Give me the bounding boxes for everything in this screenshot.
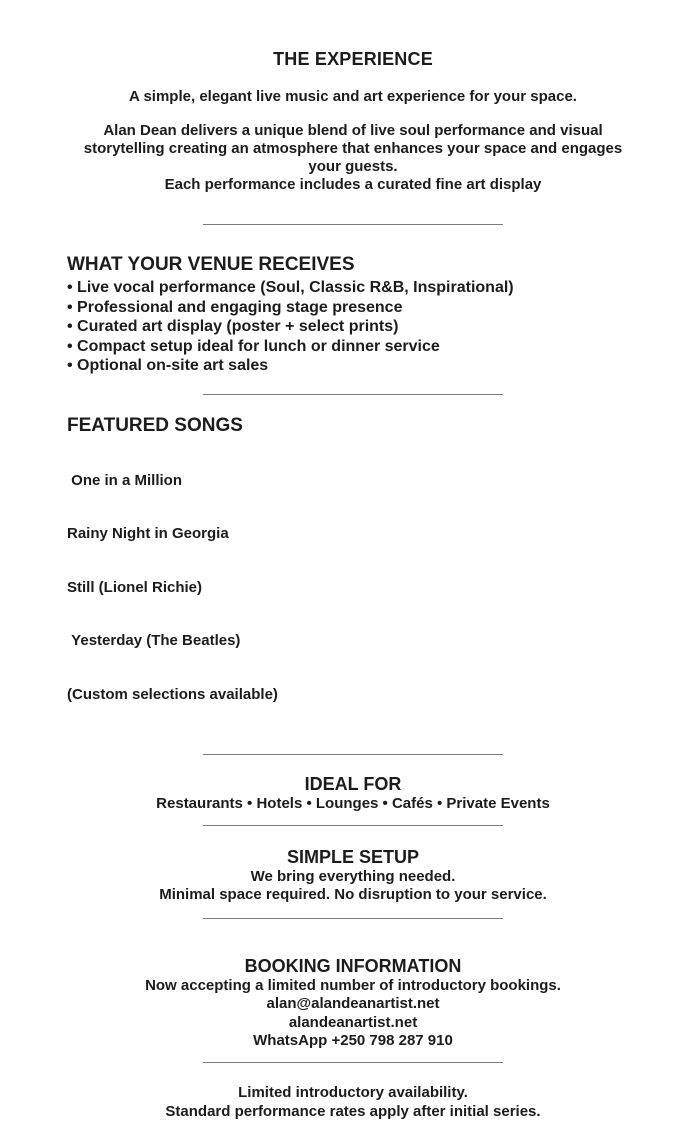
booking-title: BOOKING INFORMATION [244, 956, 462, 977]
description-line: storytelling creating an atmosphere that enhances your space and engages [83, 140, 623, 157]
section-divider [203, 394, 503, 395]
list-item: • Optional on-site art sales [67, 357, 269, 374]
section-experience [67, 47, 639, 194]
section-venue-receives [67, 253, 639, 376]
section-divider [203, 825, 503, 826]
footer-line: Limited introductory availability. [238, 1084, 468, 1102]
section-divider [203, 224, 503, 225]
list-item: Still (Lionel Richie) [67, 578, 203, 596]
list-item: One in a Million [67, 472, 183, 490]
booking-intro: Now accepting a limited number of introductory bookings. [145, 977, 561, 995]
section-ideal-for [67, 773, 639, 813]
list-item: (Custom selections available) [67, 685, 278, 703]
section-divider [203, 918, 503, 919]
venue-receives-list [67, 278, 639, 376]
list-item: • Compact setup ideal for lunch or dinner service [67, 337, 440, 355]
section-simple-setup [67, 846, 639, 904]
simple-setup-line: We bring everything needed. [250, 868, 456, 886]
description-line: Alan Dean delivers a unique blend of live soul performance and visual [103, 122, 603, 139]
list-item: Rainy Night in Georgia [67, 525, 229, 543]
footer-line: Standard performance rates apply after initial series. [165, 1102, 541, 1120]
booking-email: alan@alandeanartist.net [266, 995, 440, 1013]
section-divider [203, 754, 503, 755]
list-item: • Professional and engaging stage presence [67, 298, 403, 316]
booking-website: alandeanartist.net [288, 1013, 418, 1031]
featured-songs-list [67, 437, 639, 740]
description-line: your guests. [308, 158, 398, 175]
ideal-for-title: IDEAL FOR [304, 774, 402, 795]
section-divider [203, 1062, 503, 1063]
simple-setup-title: SIMPLE SETUP [286, 847, 420, 868]
footer-note [67, 1084, 639, 1121]
description-line: Each performance includes a curated fine art display [164, 176, 542, 193]
featured-songs-title: FEATURED SONGS [67, 414, 243, 436]
section-booking-information [67, 955, 639, 1050]
list-item: • Curated art display (poster + select prints) [67, 318, 399, 335]
simple-setup-line: Minimal space required. No disruption to your service. [159, 886, 547, 904]
list-item: Yesterday (The Beatles) [67, 632, 241, 650]
experience-tagline: A simple, elegant live music and art experience for your space. [129, 88, 577, 105]
list-item: • Live vocal performance (Soul, Classic R&B, Inspirational) [67, 279, 514, 296]
venue-receives-title: WHAT YOUR VENUE RECEIVES [67, 254, 355, 275]
experience-description [67, 122, 639, 194]
booking-whatsapp: WhatsApp +250 798 287 910 [253, 1031, 453, 1049]
section-featured-songs [67, 414, 639, 740]
ideal-for-venues: Restaurants • Hotels • Lounges • Cafés • Private Events [156, 795, 550, 813]
experience-title: THE EXPERIENCE [273, 49, 433, 69]
